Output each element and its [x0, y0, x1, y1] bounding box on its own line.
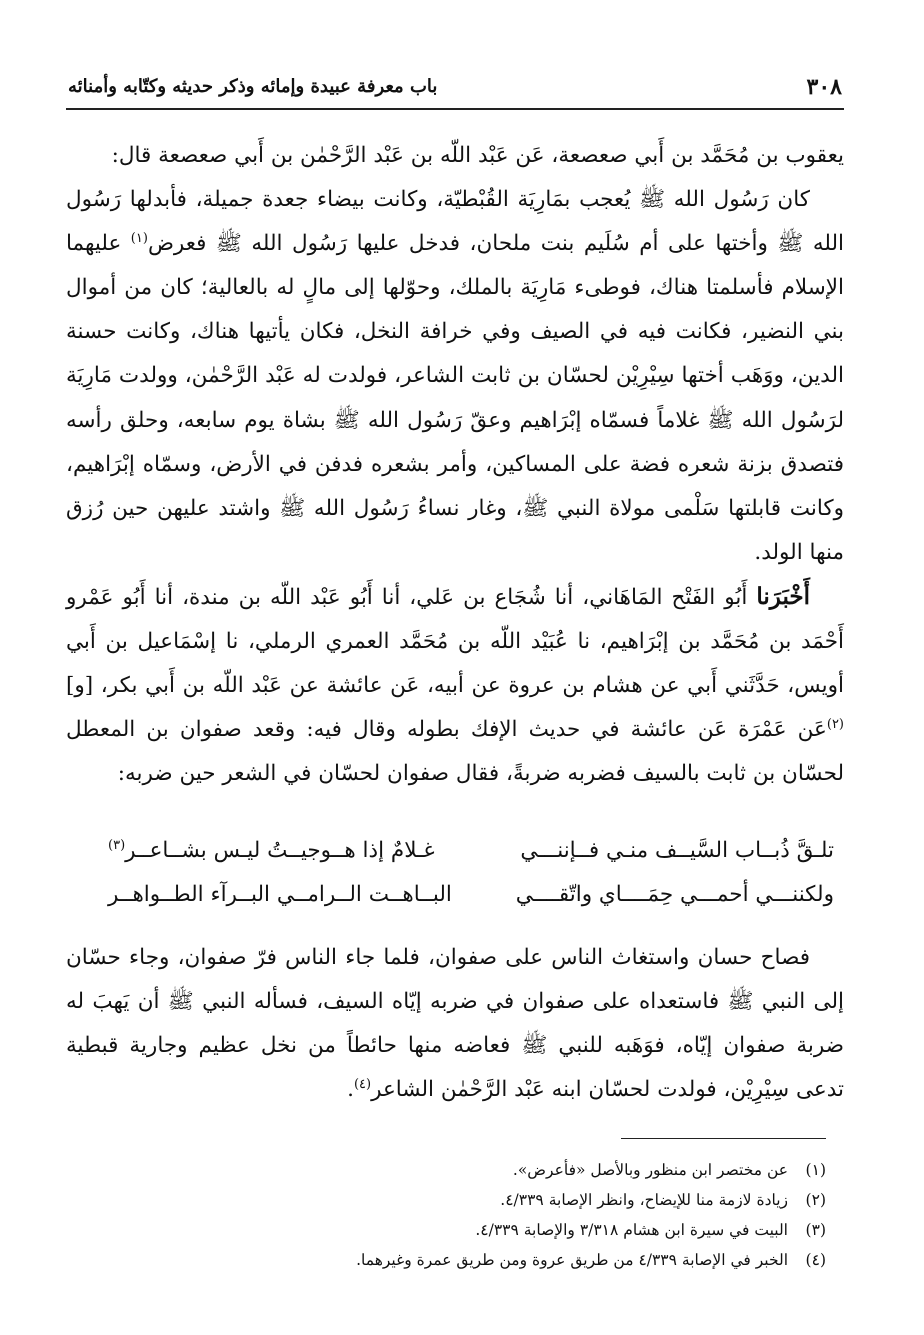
footnote-4-number: (٤) — [805, 1251, 826, 1269]
footnote-4 — [186, 1245, 826, 1275]
closing-period: . — [347, 1077, 354, 1102]
paragraph-maria — [66, 178, 844, 575]
footnote-2-text: زيادة لازمة منا للإيضاح، وانظر الإصابة ٤/٣٣٩. — [500, 1191, 788, 1209]
paragraph-isnad — [66, 575, 844, 796]
footnote-2 — [186, 1185, 826, 1215]
paragraph-closing — [66, 936, 844, 1112]
footnote-marker-1: (١) — [130, 231, 148, 247]
paragraph-maria-continued: عليهما الإسلام فأسلمتا هناك، فوطىء مَارِيَة بالملك، وحوّلها إلى مالٍ له بالعالية؛ كان من أموال بني النضير، فكانت فيه في الصيف وفي خرافة النخل، فكان يأتيها هناك، وكانت حسنة الدين، ووَهَب أختها سِيْرِيْن لحسّان بن ثابت الشاعر، فولدت له عَبْد الرَّحْمٰن، وولدت مَارِيَة لرَسُول الله ﷺ غلاماً فسمّاه إبْرَاهيم وعقّ رَسُول الله ﷺ بشاة يوم سابعه، وحلق رأسه فتصدق بزنة شعره فضة على المساكين، وأمر بشعره فدفن في الأرض، وسمّاه إبْرَاهيم، وكانت قابلتها سَلْمى مولاة النبي ﷺ، وغار نساءُ رَسُول الله ﷺ واشتد عليهن حين رُزق منها الولد. — [66, 231, 844, 565]
paragraph-intro: يعقوب بن مُحَمَّد بن أَبي صعصعة، عَن عَبْد اللّه بن عَبْد الرَّحْمٰن بن أَبي صعصعة قال: — [111, 143, 844, 168]
main-text — [66, 134, 844, 796]
footnote-separator — [621, 1138, 826, 1139]
paragraph-maria-text: كان رَسُول الله ﷺ يُعجب بمَارِيَة القُبْطيّة، وكانت بيضاء جعدة جميلة، فأبدلها رَسُول الله ﷺ وأختها على أم سُلَيم بنت ملحان، فدخل عليها رَسُول الله ﷺ فعرض — [66, 187, 844, 257]
verse-1-second-text: غـلامٌ إذا هــوجيــتُ ليـس بشــاعــر — [125, 838, 435, 863]
verse-2-first-hemistich: ولكننـــي أحمـــي حِمَــــاي واتّقــــي — [515, 882, 834, 907]
poem-verse-1 — [66, 838, 844, 878]
running-title: باب معرفة عبيدة وإمائه وذكر حديثه وكتّابه وأمنائه — [68, 76, 438, 97]
verse-1-second-hemistich — [108, 838, 435, 863]
footnote-3-text: البيت في سيرة ابن هشام ٣/٣١٨ والإصابة ٤/٣٣٩. — [475, 1221, 788, 1239]
footnote-3-number: (٣) — [805, 1221, 826, 1239]
closing-text — [66, 936, 844, 1112]
verse-1-first-hemistich: تلـقَّ ذُبــاب السَّيــف منـي فــإننـــي — [520, 838, 834, 863]
footnote-marker-3: (٣) — [108, 837, 126, 853]
footnote-1-number: (١) — [805, 1161, 826, 1179]
footnote-4-text: الخبر في الإصابة ٤/٣٣٩ من طريق عروة ومن طريق عمرة وغيرهما. — [356, 1251, 788, 1269]
footnotes — [186, 1155, 826, 1275]
poem-verse-2 — [66, 882, 844, 922]
footnote-marker-2: (٢) — [826, 717, 844, 733]
isnad-text-continued: عَن عَمْرَة عَن عائشة في حديث الإفك بطوله وقال فيه: وقعد صفوان بن المعطل لحسّان بن ثابت بالسيف فضربه ضربةً، فقال صفوان لحسّان في الشعر حين ضربه: — [66, 717, 844, 787]
footnote-2-number: (٢) — [805, 1191, 826, 1209]
footnote-1-text: عن مختصر ابن منظور وبالأصل «فأعرض». — [512, 1161, 788, 1179]
isnad-text: أَبُو الفَتْح المَاهَاني، أنا شُجَاع بن عَلي، أنا أَبُو عَبْد اللّه بن مندة، أنا أَبُو عَمْرو أَحْمَد بن مُحَمَّد بن إبْرَاهيم، نا عُبَيْد اللّه بن مُحَمَّد العمري الرملي، نا إسْمَاعيل بن أَبي أويس، حَدَّثَني أَبي عن هشام بن عروة عن أبيه، عَن عائشة عن عَبْد اللّه بن أَبي بكر، [و] — [66, 584, 844, 699]
isnad-lead-word: أَخْبَرَنا — [756, 582, 810, 610]
closing-text-body: فصاح حسان واستغاث الناس على صفوان، فلما جاء الناس فرّ صفوان، وجاء حسّان إلى النبي ﷺ فاستعداه على صفوان في ضربه إيّاه السيف، فسأله النبي ﷺ أن يَهبَ له ضربة صفوان إيّاه، فوَهَبه للنبي ﷺ فعاضه منها حائطاً من نخل عظيم وجارية قبطية تدعى سِيْرِيْن، فولدت لحسّان ابنه عَبْد الرَّحْمٰن الشاعر — [66, 945, 844, 1102]
footnote-3 — [186, 1215, 826, 1245]
footnote-marker-4: (٤) — [353, 1076, 372, 1092]
verse-2-second-hemistich: البــاهــت الــرامــي البــرآء الطــواهــر — [108, 882, 452, 907]
page-header — [66, 66, 844, 110]
footnote-1 — [186, 1155, 826, 1185]
page-number: ٣٠٨ — [806, 74, 842, 100]
